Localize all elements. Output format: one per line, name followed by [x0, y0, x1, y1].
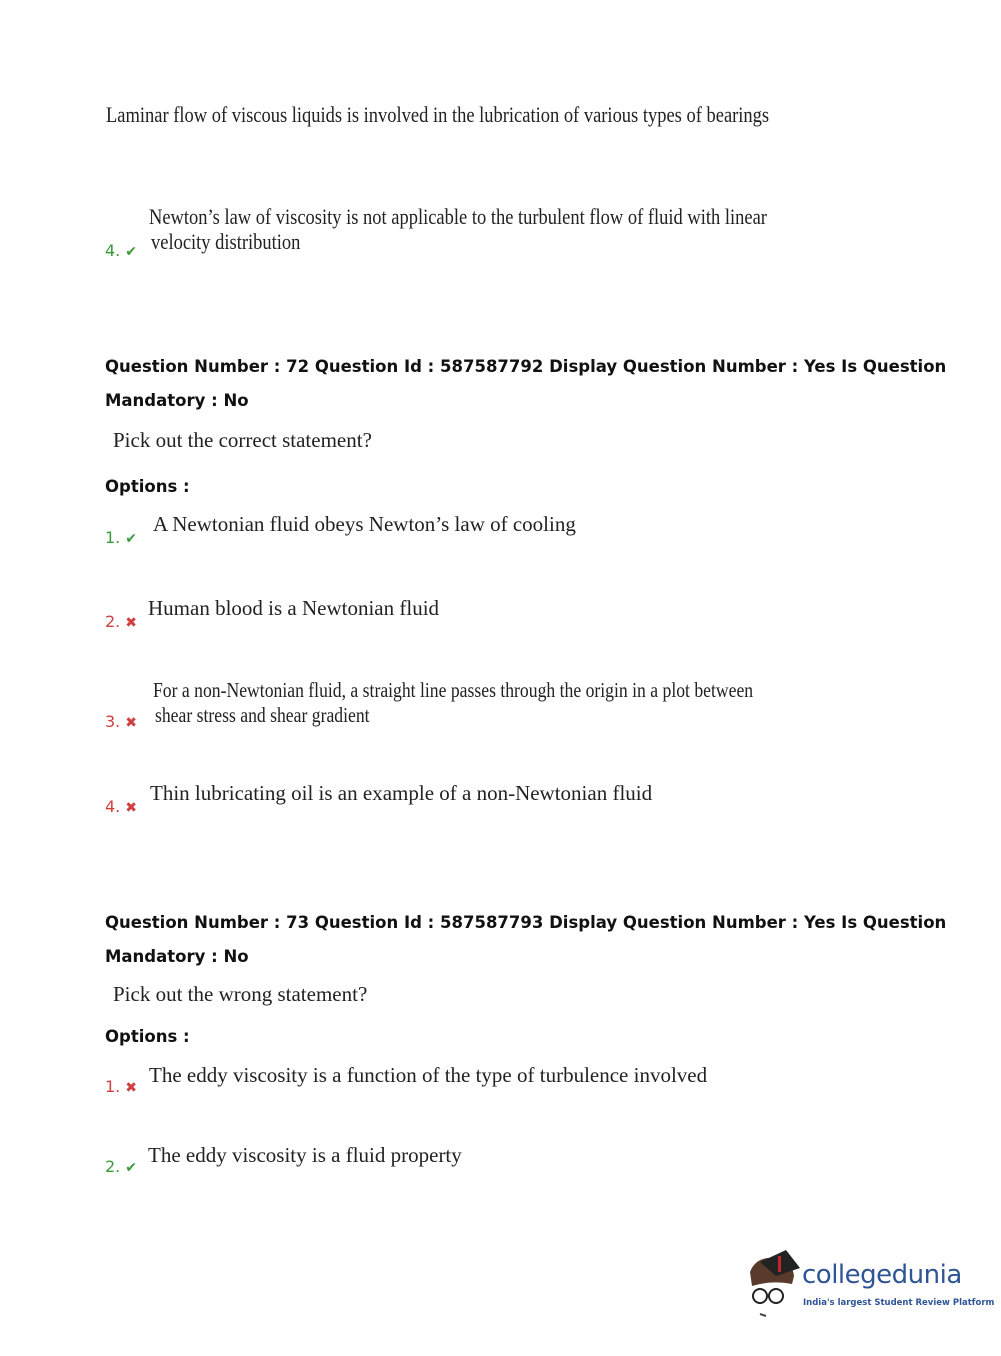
option-text: velocity distribution: [151, 229, 301, 254]
option-text: Thin lubricating oil is an example of a non-Newtonian fluid: [150, 781, 653, 805]
cross-icon: ✖: [125, 615, 137, 631]
option-marker: 4. ✖: [105, 797, 137, 816]
question-header: Mandatory : No: [105, 947, 249, 966]
cross-icon: ✖: [125, 1080, 137, 1096]
question-header: Question Number : 73 Question Id : 587587793 Display Question Number : Yes Is Question: [105, 913, 947, 932]
cross-icon: ✖: [125, 715, 137, 731]
question-text: Pick out the wrong statement?: [113, 982, 368, 1006]
option-marker: 1. ✖: [105, 1077, 137, 1096]
logo-tagline: India's largest Student Review Platform: [803, 1298, 995, 1308]
question-header: Question Number : 72 Question Id : 587587792 Display Question Number : Yes Is Question: [105, 357, 947, 376]
option-text: shear stress and shear gradient: [155, 703, 370, 727]
mascot-icon: [742, 1250, 802, 1320]
option-marker: 2. ✖: [105, 612, 137, 631]
check-icon: ✔: [125, 244, 137, 260]
options-label: Options :: [105, 477, 190, 496]
check-icon: ✔: [125, 1160, 137, 1176]
option-text: Laminar flow of viscous liquids is involved in the lubrication of various types of bearings: [106, 102, 770, 127]
option-marker: 4. ✔: [105, 241, 137, 260]
option-marker: 3. ✖: [105, 712, 137, 731]
option-text: The eddy viscosity is a function of the type of turbulence involved: [149, 1063, 708, 1087]
option-text: Newton’s law of viscosity is not applicable to the turbulent flow of fluid with linear: [149, 204, 767, 229]
option-text: Human blood is a Newtonian fluid: [148, 596, 440, 620]
question-header: Mandatory : No: [105, 391, 249, 410]
option-text: For a non-Newtonian fluid, a straight line passes through the origin in a plot between: [153, 678, 754, 702]
logo-wordmark: collegedunia: [802, 1260, 962, 1290]
check-icon: ✔: [125, 531, 137, 547]
options-label: Options :: [105, 1027, 190, 1046]
option-text: The eddy viscosity is a fluid property: [148, 1143, 462, 1167]
cross-icon: ✖: [125, 800, 137, 816]
question-text: Pick out the correct statement?: [113, 428, 372, 452]
collegedunia-logo: [742, 1250, 995, 1320]
option-text: A Newtonian fluid obeys Newton’s law of cooling: [153, 512, 576, 536]
option-marker: 1. ✔: [105, 528, 137, 547]
option-marker: 2. ✔: [105, 1157, 137, 1176]
